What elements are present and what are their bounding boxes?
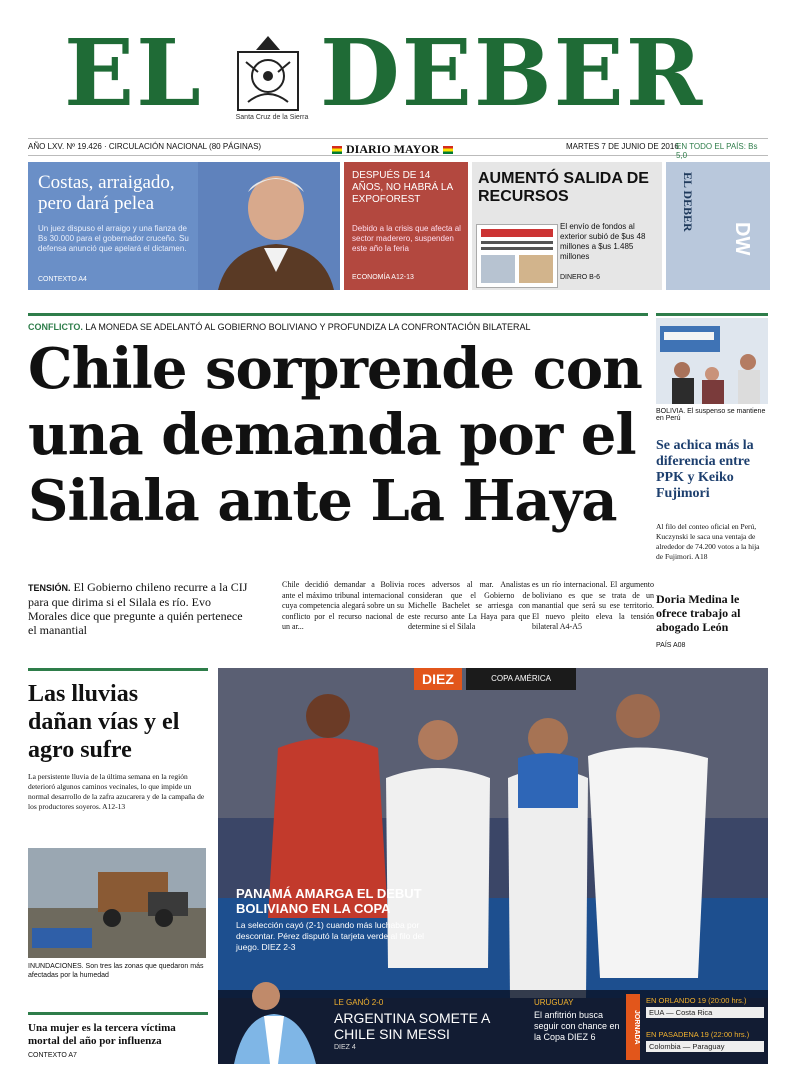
sports-body: La selección cayó (2-1) cuando más luchaba por descontar. Pérez disputó la tarjeta verde al filo del juego. DIEZ 2-3 (236, 920, 425, 952)
match-2 (646, 1030, 764, 1052)
sidebar-headline-doria[interactable]: Doria Medina le ofrece trabajo al abogado León (656, 592, 741, 634)
issue-info: AÑO LXV. Nº 19.426 · CIRCULACIÓN NACIONAL (80 PÁGINAS) (28, 142, 262, 151)
sports-headline[interactable]: PANAMÁ AMARGA EL DEBUT BOLIVIANO EN LA COPA (236, 886, 422, 916)
diez-section-tag: DIEZ (414, 668, 462, 690)
flu-rule (28, 1012, 208, 1015)
diario-mayor-label: DIARIO MAYOR (346, 142, 440, 156)
masthead (0, 18, 800, 128)
flu-headline[interactable]: Una mujer es la tercera víctima mortal del año por influenza (28, 1022, 176, 1047)
teaser-title: Costas, arraigado, pero dará pelea (38, 172, 175, 214)
price-info: EN TODO EL PAÍS: Bs 5,0 (676, 142, 758, 160)
teaser-body: Un juez dispuso el arraigo y una fianza de Bs 30.000 para el gobernador cruceño. Su defensa anunció que apelará el dictamen. (38, 224, 189, 253)
main-headline[interactable]: Chile sorprende con una demanda por el Silala ante La Haya (28, 336, 642, 534)
newspaper-thumbnail (476, 224, 558, 288)
portrait-photo (198, 162, 340, 290)
jornada-tag: JORNADA (626, 994, 640, 1060)
sports-strip (218, 990, 768, 1064)
match-2-time: EN PASADENA 19 (22:00 hrs.) (646, 1030, 750, 1039)
diario-mayor-tag (328, 142, 457, 157)
match-1-time: EN ORLANDO 19 (20:00 hrs.) (646, 996, 747, 1005)
lede-label: TENSIÓN. (28, 583, 71, 593)
strip-kicker-uruguay: URUGUAY (534, 998, 574, 1007)
teaser-ref: CONTEXTO A4 (38, 276, 87, 283)
body-column-3: es un río internacional. El argumento boliviano es que se trata de un manantial que será su ese territorio. El nuevo pleito eleva la tensión bilateral A4-A5 (532, 580, 654, 631)
masthead-name-right: DEBER (320, 19, 705, 127)
match-1 (646, 996, 764, 1018)
body-column-1: Chile decidió demandar a Bolivia ante el máximo tribunal internacional cuya competencia alegará sobre un su conflicto por el recurso nacional de un ar... (282, 580, 404, 631)
rains-headline[interactable]: Las lluvias dañan vías y el agro sufre (28, 681, 180, 763)
kicker-label: CONFLICTO. (28, 322, 83, 332)
bolivia-flag-icon (332, 146, 342, 154)
section-rule (28, 313, 648, 316)
strip-kicker-argentina: LE GANÓ 2-0 (334, 998, 384, 1007)
flood-caption: INUNDACIONES. Son tres las zonas que quedaron más afectadas por la humedad (28, 963, 204, 979)
peru-election-photo (656, 318, 768, 404)
body-column-2: roces adversos al mar. Analistas consideran que el Gobierno de Michelle Bachelet se arriesga con este recurso ante La Haya para que determine si el Silala (408, 580, 530, 631)
sidebar-caption: BOLIVIA. El suspenso se mantiene en Perú (656, 408, 766, 422)
teaser-magazine[interactable] (666, 162, 770, 290)
copa-america-logo: COPA AMÉRICA (466, 668, 576, 690)
sidebar-ref-doria: PAÍS A08 (656, 642, 686, 649)
info-bar (28, 138, 768, 160)
city-seal-icon (228, 32, 308, 118)
strip-body-uruguay: El anfitrión busca seguir con chance en la Copa DIEZ 6 (534, 1010, 620, 1042)
bolivia-flag-icon (443, 146, 453, 154)
flood-photo (28, 848, 206, 958)
argentina-players-photo (224, 976, 324, 1064)
teaser-costas[interactable] (28, 162, 340, 290)
teaser-recursos[interactable] (472, 162, 662, 290)
main-lede (28, 580, 250, 637)
issue-date: MARTES 7 DE JUNIO DE 2016 (566, 142, 679, 151)
match-1-teams: EUA — Costa Rica (646, 1007, 764, 1018)
masthead-name-left: EL (64, 19, 203, 127)
sidebar-body-peru: Al filo del conteo oficial en Perú, Kuczynski le saca una ventaja de alrededor de 74.200 votos a la hija de Fujimori. A18 (656, 522, 760, 561)
lede-text: El Gobierno chileno recurre a la CIJ para que dirima si el Silala es río. Evo Morales dice que pregunte a quién pertenece el manantial (28, 580, 248, 637)
teaser-title: DESPUÉS DE 14 AÑOS, NO HABRÁ LA EXPOFOREST (352, 170, 453, 205)
teaser-body: El envío de fondos al exterior subió de $us 48 millones a $us 1.485 millones (560, 222, 646, 261)
flu-ref: CONTEXTO A7 (28, 1052, 77, 1059)
magazine-title: EL DEBER (681, 172, 695, 232)
teaser-ref: DINERO B-6 (560, 274, 601, 281)
rains-body: La persistente lluvia de la última semana en la región deterioró algunos caminos vecinales, lo que impide un normal desarrollo de la zafra azucarera y de la campaña de los productores soyeros. A12-13 (28, 772, 205, 811)
match-2-teams: Colombia — Paraguay (646, 1041, 764, 1052)
sidebar-headline-peru[interactable]: Se achica más la diferencia entre PPK y Keiko Fujimori (656, 438, 754, 501)
seal-caption: Santa Cruz de la Sierra (235, 114, 309, 121)
rains-rule (28, 668, 208, 671)
sports-feature[interactable] (218, 668, 768, 1064)
strip-headline-argentina[interactable]: ARGENTINA SOMETE A CHILE SIN MESSI (334, 1010, 490, 1042)
main-kicker (28, 322, 648, 332)
teaser-ref: ECONOMÍA A12-13 (352, 274, 414, 281)
teaser-expoforest[interactable] (344, 162, 468, 290)
kicker-text: LA MONEDA SE ADELANTÓ AL GOBIERNO BOLIVIANO Y PROFUNDIZA LA CONFRONTACIÓN BILATERAL (85, 322, 531, 332)
teaser-title: AUMENTÓ SALIDA DE RECURSOS (478, 170, 649, 205)
magazine-label: DW (731, 222, 753, 256)
sidebar-rule (656, 313, 768, 316)
strip-ref-argentina: DIEZ 4 (334, 1044, 356, 1051)
teaser-body: Debido a la crisis que afecta al sector maderero, suspenden este año la feria (352, 224, 461, 253)
